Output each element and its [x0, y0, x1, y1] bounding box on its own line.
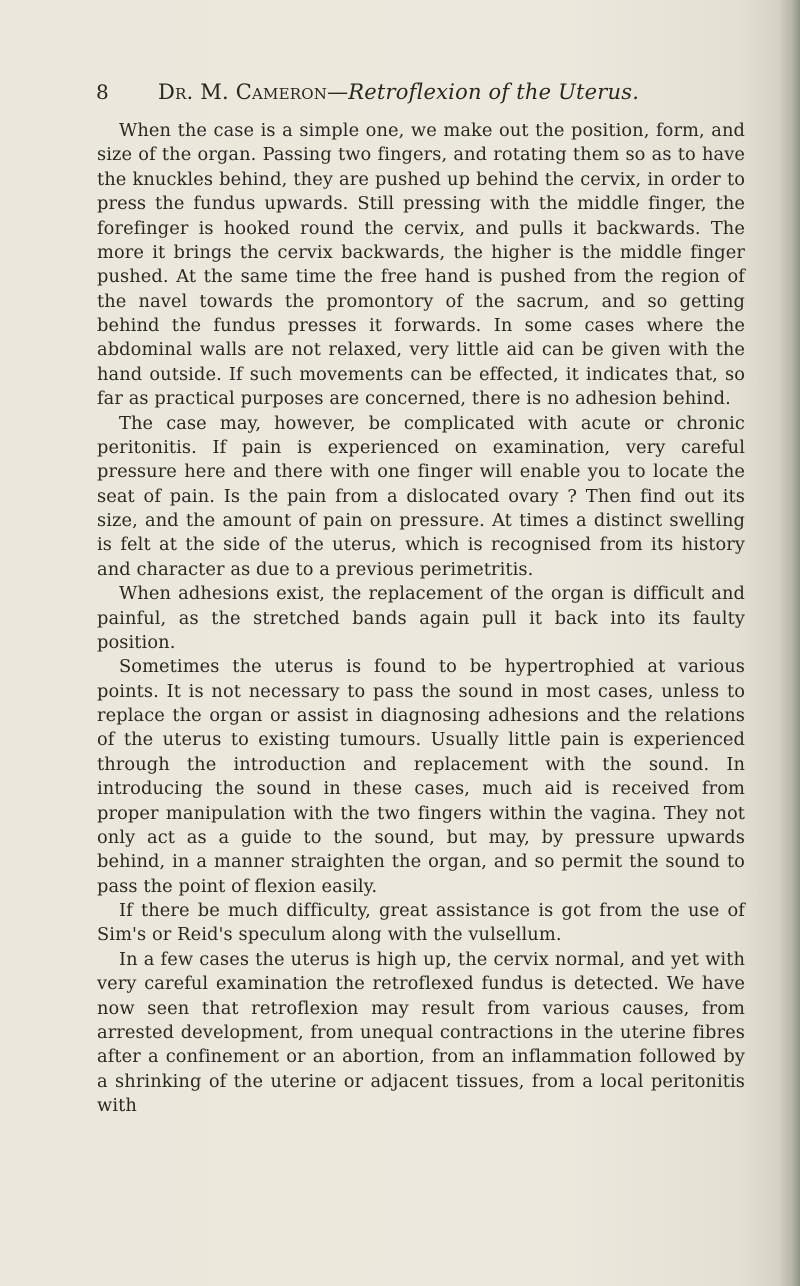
- paragraph: Sometimes the uterus is found to be hypertrophied at various points. It is not necessary to pass the sound in most cases, unless to replace the organ or assist in diagnosing adhesions and the relations of the uterus to existing tumours. Usually little pain is experienced through the introduction and replacement with the sound. In introducing the sound in these cases, much aid is received from proper manipulation with the two fingers within the vagina. They not only act as a guide to the sound, but may, by pressure upwards behind, in a manner straighten the organ, and so permit the sound to pass the point of flexion easily.: [97, 656, 745, 897]
- running-head-title: Retroflexion of the Uterus.: [348, 80, 640, 104]
- paragraph: When the case is a simple one, we make out the position, form, and size of the organ. Passing two fingers, and rotating them so as to have the knuckles behind, they are pushed up behind the cervix, in order to press the fundus upwards. Still pressing with the middle finger, the forefinger is hooked round the cervix, and pulls it backwards. The more it brings the cervix backwards, the higher is the middle finger pushed. At the same time the free hand is pushed from the region of the navel towards the promontory of the sacrum, and so getting behind the fundus presses it forwards. In some cases where the abdominal walls are not relaxed, very little aid can be given with the hand outside. If such movements can be effected, it indicates that, so far as practical purposes are concerned, there is no adhesion behind.: [97, 120, 745, 410]
- running-head-author: Dr. M. Cameron: [158, 80, 328, 104]
- page-number: 8: [96, 80, 109, 104]
- paragraph: When adhesions exist, the replacement of the organ is difficult and painful, as the stretched bands again pull it back into its faulty position.: [97, 583, 745, 653]
- paragraph: In a few cases the uterus is high up, the cervix normal, and yet with very careful examination the retroflexed fundus is detected. We have now seen that retroflexion may result from various causes, from arrested development, from unequal contractions in the uterine fibres after a confinement or an abortion, from an inflammation followed by a shrinking of the uterine or adjacent tissues, from a local peritonitis with: [97, 948, 745, 1116]
- running-head-separator: —: [327, 80, 349, 104]
- body-text: [97, 119, 745, 1118]
- page-edge-shadow: [778, 0, 800, 1286]
- running-header: [96, 76, 736, 108]
- paragraph: If there be much difficulty, great assistance is got from the use of Sim's or Reid's speculum along with the vulsellum.: [97, 900, 745, 946]
- paragraph: The case may, however, be complicated with acute or chronic peritonitis. If pain is experienced on examination, very careful pressure here and there with one finger will enable you to locate the seat of pain. Is the pain from a dislocated ovary ? Then find out its size, and the amount of pain on pressure. At times a distinct swelling is felt at the side of the uterus, which is recognised from its history and character as due to a previous perimetritis.: [97, 412, 745, 580]
- running-head: [158, 76, 639, 108]
